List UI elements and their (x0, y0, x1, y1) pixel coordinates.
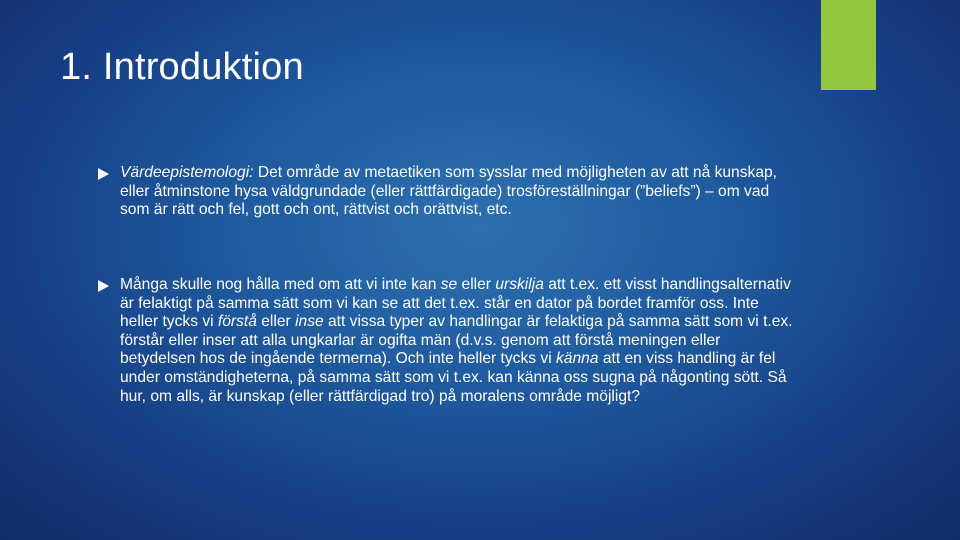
text-segment: Det område av metaetiken som sysslar med möjligheten av att nå kunskap, eller åtminstone hysa väldgrundade (eller rättfärdigade) trosföreställningar (”beliefs”) – om vad som är rätt och fel, gott och ont, rättvist och orättvist, etc. (120, 164, 778, 219)
text-segment: inse (295, 313, 324, 331)
text-segment: Många skulle nog hålla med om att vi inte kan (120, 276, 441, 293)
bullet-item (98, 276, 798, 406)
text-segment: Värdeepistemologi: (120, 164, 254, 181)
text-segment: urskilja (495, 276, 544, 293)
triangle-right-icon (98, 280, 109, 292)
text-segment: se (440, 276, 458, 293)
text-segment: att vissa typer av handlingar är felaktiga på samma sätt som vi t.ex. förstår eller inser att alla ungkarlar är ogifta män (d.v.s. genom att förstå meningen eller betydelsen hos de ingående termerna). Och inte heller tycks vi (120, 313, 793, 368)
slide-title: 1. Introduktion (60, 46, 304, 88)
text-segment: förstå (217, 313, 257, 331)
bullet-item (98, 164, 798, 220)
accent-bar (821, 0, 876, 90)
bullet-text (120, 276, 798, 406)
text-segment: att en viss handling är fel under omständigheterna, på samma sätt som vi t.ex. kan känna oss sugna på någonting sött. Så hur, om alls, är kunskap (eller rättfärdigad tro) på moralens område möjligt? (120, 350, 787, 405)
text-segment: att t.ex. ett visst handlingsalternativ är felaktigt på samma sätt som vi kan se att det t.ex. står en dator på bordet framför oss. Inte heller tycks vi (120, 276, 791, 331)
triangle-right-icon (98, 168, 109, 180)
text-segment: eller (256, 313, 296, 331)
text-segment: eller (457, 276, 496, 293)
bullet-text (120, 164, 798, 220)
text-segment: känna (556, 350, 599, 368)
